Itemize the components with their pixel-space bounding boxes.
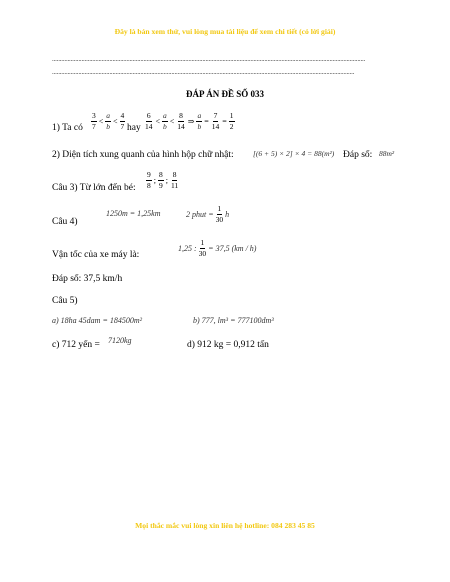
q1-g1-num: 6: [146, 111, 151, 120]
q1-h1-den: b: [197, 121, 202, 131]
q1-f2-num: a: [106, 111, 111, 120]
q3-f3-num: 8: [172, 170, 177, 179]
q1-inequality-b: $\frac{6}{14}$ < $\frac{a}{b}$ < $\frac{8}{14}$ ⇒ $\frac{a}{b}$ = $\frac{7}{14}$ = $\frac{1}{2}$: [145, 111, 234, 131]
q1-h2-num: 7: [213, 111, 218, 120]
q4-speed-expr: [178, 236, 256, 260]
q1-h2-den: 14: [211, 121, 220, 131]
q4-label: Câu 4): [52, 217, 78, 227]
q5-c-value: 7120kg: [108, 336, 132, 345]
q1-f1-num: 3: [92, 111, 96, 120]
q3-f1-num: 9: [147, 170, 151, 179]
q1-f3-den: 7: [120, 121, 125, 131]
q3-f2-num: 8: [158, 170, 163, 179]
page-title: ĐÁP ÁN ĐỀ SỐ 033: [185, 89, 264, 99]
q1-f1-den: 7: [92, 121, 96, 131]
q1-g3-den: 14: [177, 121, 185, 131]
q4-expr2: [186, 202, 229, 226]
q5-b: b) 777, lm³ = 777100dm³: [193, 316, 274, 325]
q2-text: 2) Diện tích xung quanh của hình hộp chữ nhật:: [52, 150, 234, 160]
q5-c-prefix: c) 712 yến =: [52, 340, 100, 350]
q4-answer: Đáp số: 37,5 km/h: [52, 274, 123, 284]
q1-f2-den: b: [106, 121, 111, 131]
q4-expr1: 1250m = 1,25km: [106, 209, 161, 218]
q4-expr2-den: 30: [215, 214, 224, 224]
q2-answer-label: Đáp số:: [343, 150, 373, 160]
q4-speed-den: 30: [198, 248, 207, 258]
q5-label: Câu 5): [52, 296, 78, 306]
q4-expr2-unit: h: [225, 209, 230, 219]
q1-h3-num: 1: [229, 111, 234, 120]
q1-hay: hay: [127, 123, 141, 133]
q3-f3-den: 11: [170, 180, 179, 190]
q4-speed-num: 1: [200, 238, 205, 247]
q1-prefix: 1) Ta có: [52, 123, 83, 133]
q4-speed-rhs: = 37,5 (km / h): [208, 243, 257, 253]
q2-formula: [(6 + 5) × 2] × 4 = 88(m²): [253, 149, 335, 158]
q1-g3-num: 8: [179, 111, 183, 120]
q1-h3-den: 2: [229, 121, 234, 131]
q1-h1-num: a: [197, 111, 202, 120]
q3-f2-den: 9: [158, 180, 163, 190]
q4-speed-lhs: 1,25 :: [178, 243, 197, 253]
dotted-line-1: ..........................................................................................................................................................................................................: [52, 55, 366, 63]
q5-d: d) 912 kg = 0,912 tấn: [187, 340, 269, 350]
q5-a: a) 18ha 45dam = 184500m²: [52, 316, 143, 325]
footer-hotline: Mọi thắc mắc vui lòng xin liên hệ hotline: 084 283 45 85: [135, 521, 315, 530]
q1-inequality-a: $\frac{3}{7}$ < $\frac{a}{b}$ < $\frac{4}{7}$: [92, 111, 125, 131]
preview-banner: Đây là bản xem thử, vui lòng mua tài liệu để xem chi tiết (có lời giải): [114, 27, 336, 36]
q1-g2-den: b: [163, 121, 167, 131]
q1-g1-den: 14: [145, 121, 153, 131]
q3-fractions: $\frac{9}{8}$ ; $\frac{8}{9}$ ; $\frac{8}{11}$: [147, 170, 179, 190]
q3-text: Câu 3) Từ lớn đến bé:: [52, 183, 136, 193]
q2-answer: 88m²: [379, 149, 395, 158]
q1-f3-num: 4: [120, 111, 125, 120]
q4-speed-text: Vận tốc của xe máy là:: [52, 250, 140, 260]
q4-expr2-lhs: 2 phut =: [186, 209, 214, 219]
q1-g2-num: a: [163, 111, 167, 120]
q4-expr2-num: 1: [217, 204, 222, 213]
dotted-line-2: ...................................................................................................................................................................................................: [52, 68, 355, 76]
q3-f1-den: 8: [147, 180, 151, 190]
